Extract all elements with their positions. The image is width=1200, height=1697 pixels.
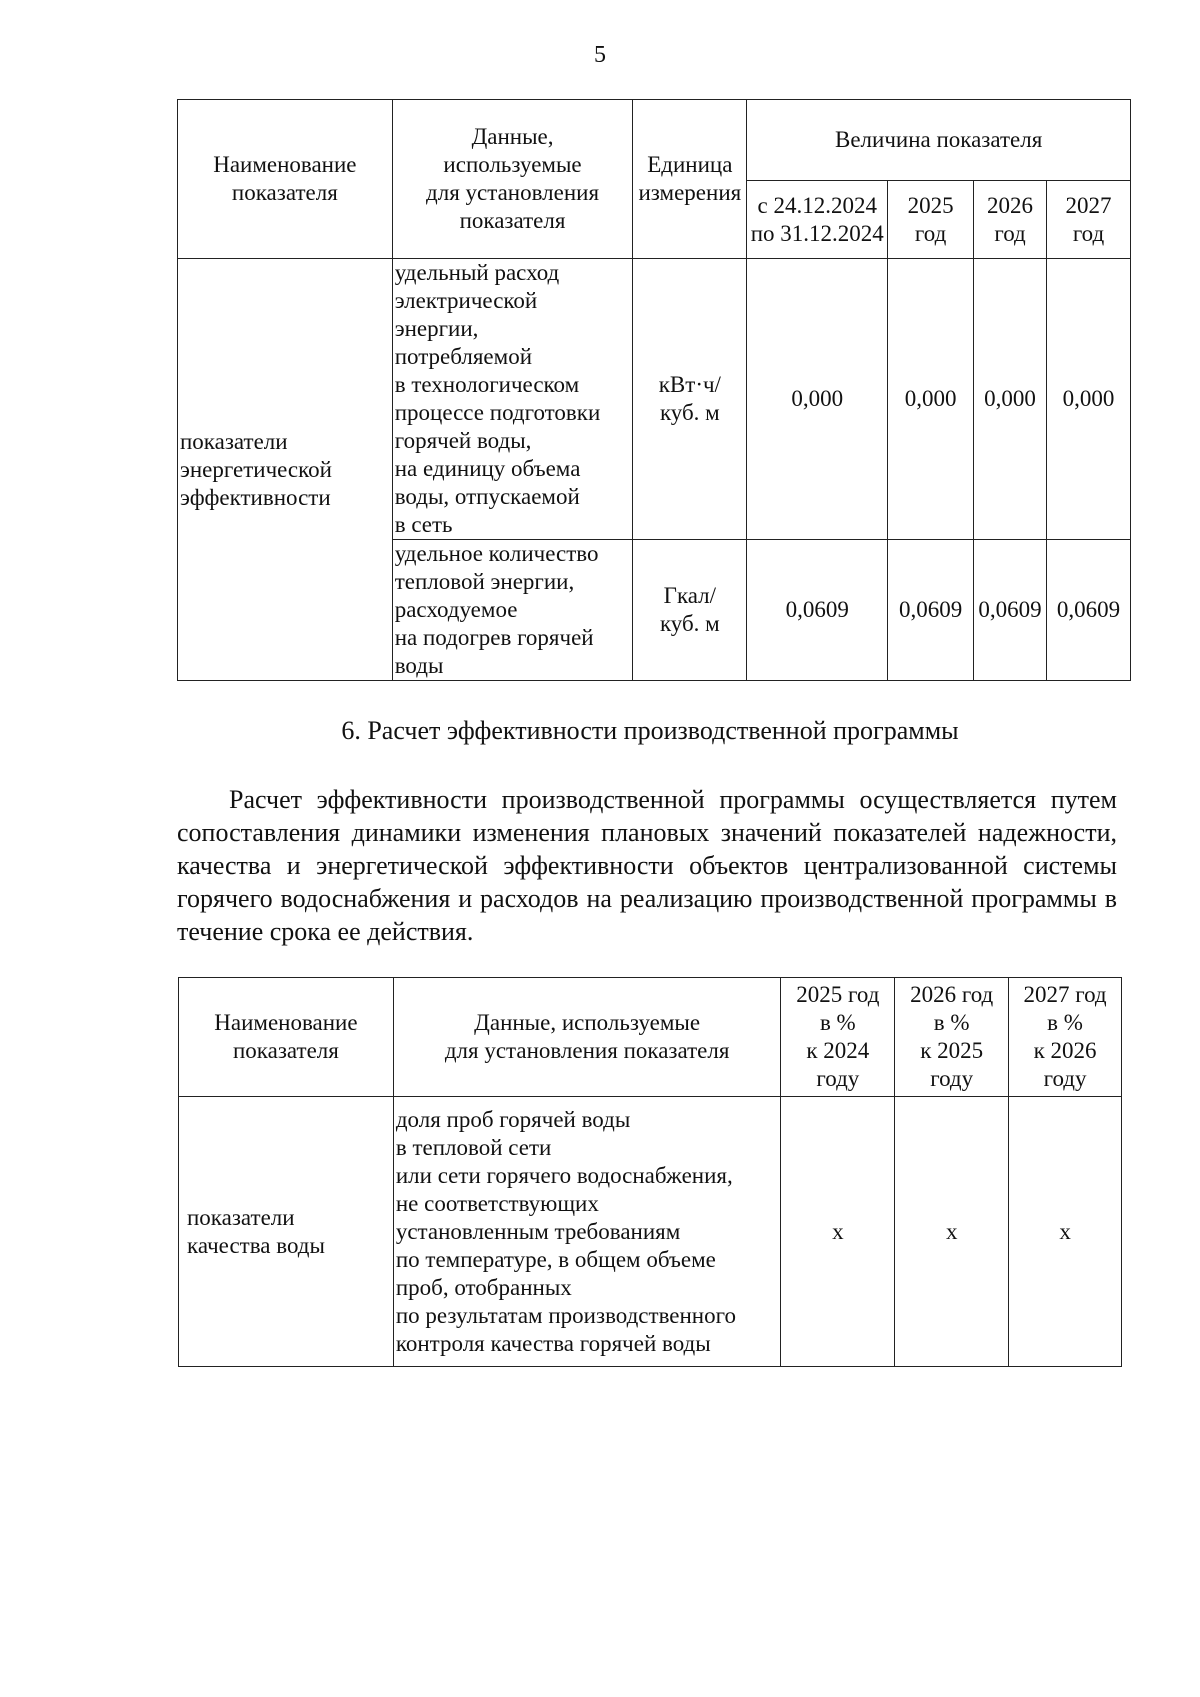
row-data-cell: удельный расход электрической энергии, потребляемой в технологическом процессе подготовки горячей воды, на единицу объема воды, отпускаемой в сеть <box>392 259 633 540</box>
header-indicator-name: Наименование показателя <box>178 100 393 259</box>
row-unit-cell: Гкал/ куб. м <box>633 540 747 681</box>
header-period-2024: с 24.12.2024 по 31.12.2024 <box>747 181 888 259</box>
row-unit-cell: кВт·ч/ куб. м <box>633 259 747 540</box>
row-value-cell: 0,0609 <box>974 540 1047 681</box>
section-heading: 6. Расчет эффективности производственной программы <box>341 716 959 745</box>
header-period-2026: 2026 год <box>974 181 1047 259</box>
header-year-2027: 2027 год в % к 2026 году <box>1009 978 1122 1097</box>
row-data-cell: доля проб горячей воды в тепловой сети или сети горячего водоснабжения, не соответствующих установленным требованиям по температуре, в общем объеме проб, отобранных по результатам производственного контроля качества горячей воды <box>393 1097 781 1367</box>
header-period-2025: 2025 год <box>888 181 974 259</box>
energy-efficiency-table <box>177 99 1131 681</box>
row-value-cell: 0,000 <box>747 259 888 540</box>
row-value-cell: 0,000 <box>1047 259 1131 540</box>
header-source-data: Данные, используемые для установления показателя <box>393 978 781 1097</box>
header-unit: Единица измерения <box>633 100 747 259</box>
table-row <box>178 259 1131 540</box>
header-indicator-value: Величина показателя <box>747 100 1131 181</box>
page-number: 5 <box>594 42 606 68</box>
row-value-cell: x <box>895 1097 1009 1367</box>
row-value-cell: 0,0609 <box>747 540 888 681</box>
row-value-cell: 0,0609 <box>888 540 974 681</box>
group-name-cell: показатели энергетической эффективности <box>178 259 393 681</box>
row-value-cell: 0,000 <box>974 259 1047 540</box>
program-efficiency-table <box>178 977 1122 1367</box>
row-value-cell: x <box>781 1097 895 1367</box>
row-value-cell: 0,000 <box>888 259 974 540</box>
header-indicator-name: Наименование показателя <box>179 978 394 1097</box>
header-period-2027: 2027 год <box>1047 181 1131 259</box>
row-value-cell: 0,0609 <box>1047 540 1131 681</box>
table-row <box>179 1097 1122 1367</box>
header-year-2026: 2026 год в % к 2025 году <box>895 978 1009 1097</box>
section-paragraph: Расчет эффективности производственной программы осуществляется путем сопоставления динамики изменения плановых значений показателей надежности, качества и энергетической эффективности объектов централизованной системы горячего водоснабжения и расходов на реализацию производственной программы в течение срока ее действия. <box>177 785 1117 946</box>
header-source-data: Данные, используемые для установления показателя <box>392 100 633 259</box>
header-year-2025: 2025 год в % к 2024 году <box>781 978 895 1097</box>
row-value-cell: x <box>1009 1097 1122 1367</box>
row-name-cell: показатели качества воды <box>179 1097 394 1367</box>
row-data-cell: удельное количество тепловой энергии, расходуемое на подогрев горячей воды <box>392 540 633 681</box>
